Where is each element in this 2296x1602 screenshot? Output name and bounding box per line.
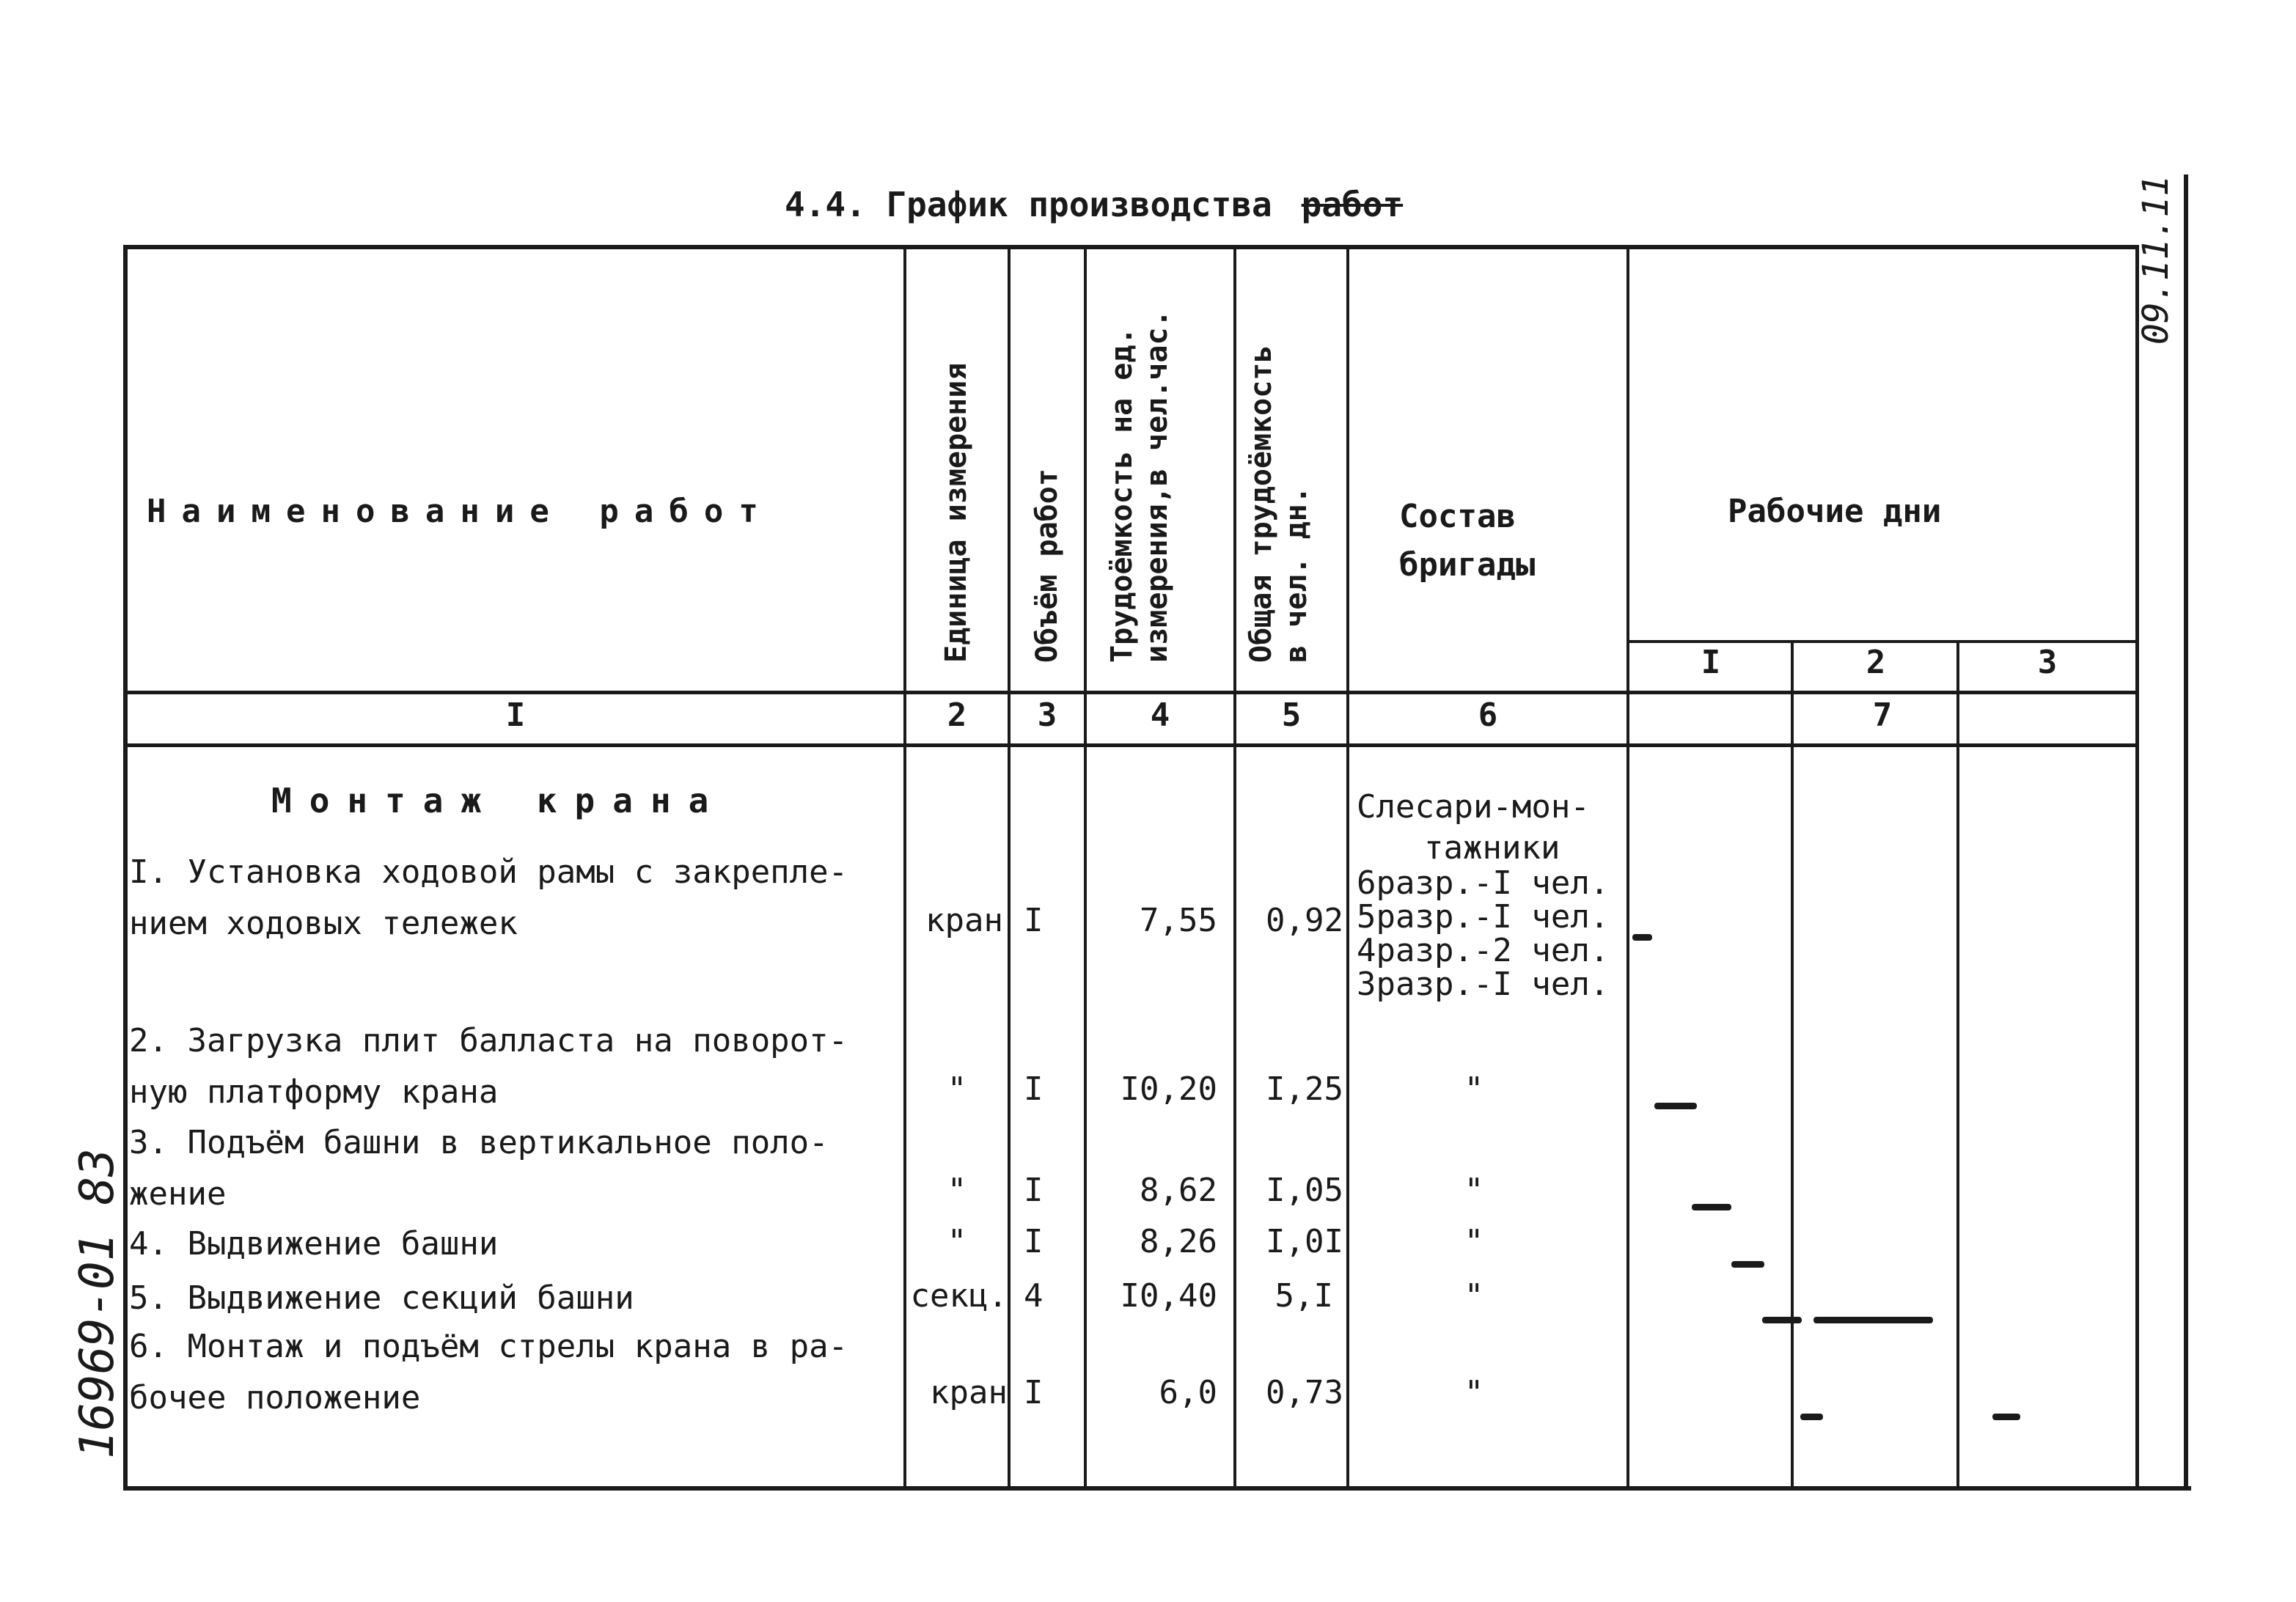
gantt-bar-row-6 — [1992, 1414, 2020, 1420]
header-labor-total: Общая трудоёмкость в чел. дн. — [1244, 345, 1313, 663]
header-bottom-line — [123, 691, 2138, 694]
day-col-3: 3 — [2037, 644, 2058, 681]
day-border-2 — [1956, 640, 1959, 1491]
table-top-border — [123, 245, 2138, 249]
crew-line: тажники — [1424, 829, 1560, 867]
col-border-2 — [1008, 245, 1011, 1491]
table-bottom-border — [123, 1486, 2191, 1491]
crew-line: 3разр.-I чел. — [1357, 966, 1610, 1003]
margin-date-note: 09.11.11 — [2135, 174, 2176, 345]
row-3-volume: I — [1024, 1172, 1044, 1209]
row-3-unit: " — [947, 1172, 967, 1209]
row-5-unit: секц. — [910, 1277, 1008, 1315]
col-number-6: 6 — [1478, 697, 1498, 734]
day-col-1: I — [1701, 644, 1721, 681]
col-number-3: 3 — [1037, 697, 1057, 734]
crew-line: Слесари-мон- — [1357, 788, 1590, 826]
title-main: 4.4. График производства — [785, 185, 1272, 224]
header-labor-per-unit: Трудоёмкость на ед. измерения,в чел.час. — [1105, 309, 1174, 663]
table-row-3-name: 3. Подъём башни в вертикальное поло- жение — [129, 1124, 829, 1213]
gantt-bar-row-3 — [1692, 1204, 1731, 1210]
row-5-labor-unit: I0,40 — [1120, 1277, 1217, 1315]
row-6-labor-unit: 6,0 — [1159, 1374, 1217, 1411]
day-border-1 — [1791, 640, 1794, 1491]
table-row-5-name: 5. Выдвижение секций башни — [129, 1279, 634, 1317]
row-3-labor-total: I,05 — [1266, 1172, 1343, 1209]
header-unit: Единица измерения — [939, 362, 973, 663]
header-name-of-works: Наименование работ — [147, 493, 774, 530]
row-4-labor-total: I,0I — [1266, 1223, 1343, 1260]
gantt-bar-row-4 — [1731, 1261, 1764, 1268]
row-5-crew: " — [1464, 1277, 1484, 1315]
table-row-4-name: 4. Выдвижение башни — [129, 1225, 499, 1263]
days-subheader-line — [1629, 640, 2138, 643]
table-row-2-name: 2. Загрузка плит балласта на поворот- ную платформу крана — [129, 1022, 848, 1111]
row-4-crew: " — [1464, 1223, 1484, 1260]
crew-block — [1357, 785, 1609, 1002]
gantt-bar-row-5 — [1813, 1317, 1934, 1323]
row-6-crew: " — [1464, 1374, 1484, 1411]
table-row-1-name: I. Установка ходовой рамы с закрепле- нием ходовых тележек — [129, 853, 848, 942]
row-6-volume: I — [1024, 1374, 1044, 1411]
row-2-unit: " — [947, 1070, 967, 1108]
row-1-volume: I — [1024, 902, 1044, 939]
row-1-labor-total: 0,92 — [1266, 902, 1343, 939]
row-3-crew: " — [1464, 1172, 1484, 1209]
row-1-unit: кран — [925, 902, 1003, 939]
sheet-frame-right — [2184, 174, 2188, 1491]
row-2-crew: " — [1464, 1070, 1484, 1108]
col-number-1: I — [505, 697, 526, 734]
row-5-labor-total: 5,I — [1274, 1277, 1333, 1315]
col-border-right — [2135, 245, 2139, 1491]
col-number-5: 5 — [1281, 697, 1302, 734]
col-number-4: 4 — [1150, 697, 1170, 734]
header-working-days: Рабочие дни — [1728, 493, 1942, 530]
row-3-labor-unit: 8,62 — [1140, 1172, 1217, 1209]
gantt-bar-row-2 — [1654, 1103, 1697, 1109]
col-number-2: 2 — [947, 697, 967, 734]
header-crew: Состав бригады — [1399, 498, 1536, 584]
row-2-labor-total: I,25 — [1266, 1070, 1343, 1108]
crew-line: 4разр.-2 чел. — [1357, 932, 1610, 969]
document-title — [785, 185, 1403, 224]
row-4-labor-unit: 8,26 — [1140, 1223, 1217, 1260]
day-col-2: 2 — [1866, 644, 1886, 681]
col-border-6 — [1626, 245, 1629, 1491]
row-4-volume: I — [1024, 1223, 1044, 1260]
numbers-bottom-line — [123, 743, 2138, 747]
section-title: Монтаж крана — [271, 781, 727, 820]
row-4-unit: " — [947, 1223, 967, 1260]
gantt-bar-row-5 — [1762, 1317, 1802, 1323]
row-2-labor-unit: I0,20 — [1120, 1070, 1217, 1108]
title-struck-word: работ — [1301, 185, 1404, 224]
col-number-7: 7 — [1872, 697, 1893, 734]
margin-inventory-number: 16969-01 83 — [70, 1148, 125, 1459]
table-row-6-name: 6. Монтаж и подъём стрелы крана в ра- бочее положение — [129, 1328, 848, 1417]
crew-line: 6разр.-I чел. — [1357, 864, 1610, 902]
row-1-labor-unit: 7,55 — [1140, 902, 1217, 939]
row-5-volume: 4 — [1024, 1277, 1044, 1315]
gantt-bar-row-1 — [1632, 934, 1652, 941]
row-6-unit: кран — [930, 1374, 1008, 1411]
row-6-labor-total: 0,73 — [1266, 1374, 1343, 1411]
header-volume: Объём работ — [1030, 469, 1064, 663]
gantt-bar-row-6 — [1800, 1414, 1823, 1420]
crew-line: 5разр.-I чел. — [1357, 898, 1610, 936]
row-2-volume: I — [1024, 1070, 1044, 1108]
